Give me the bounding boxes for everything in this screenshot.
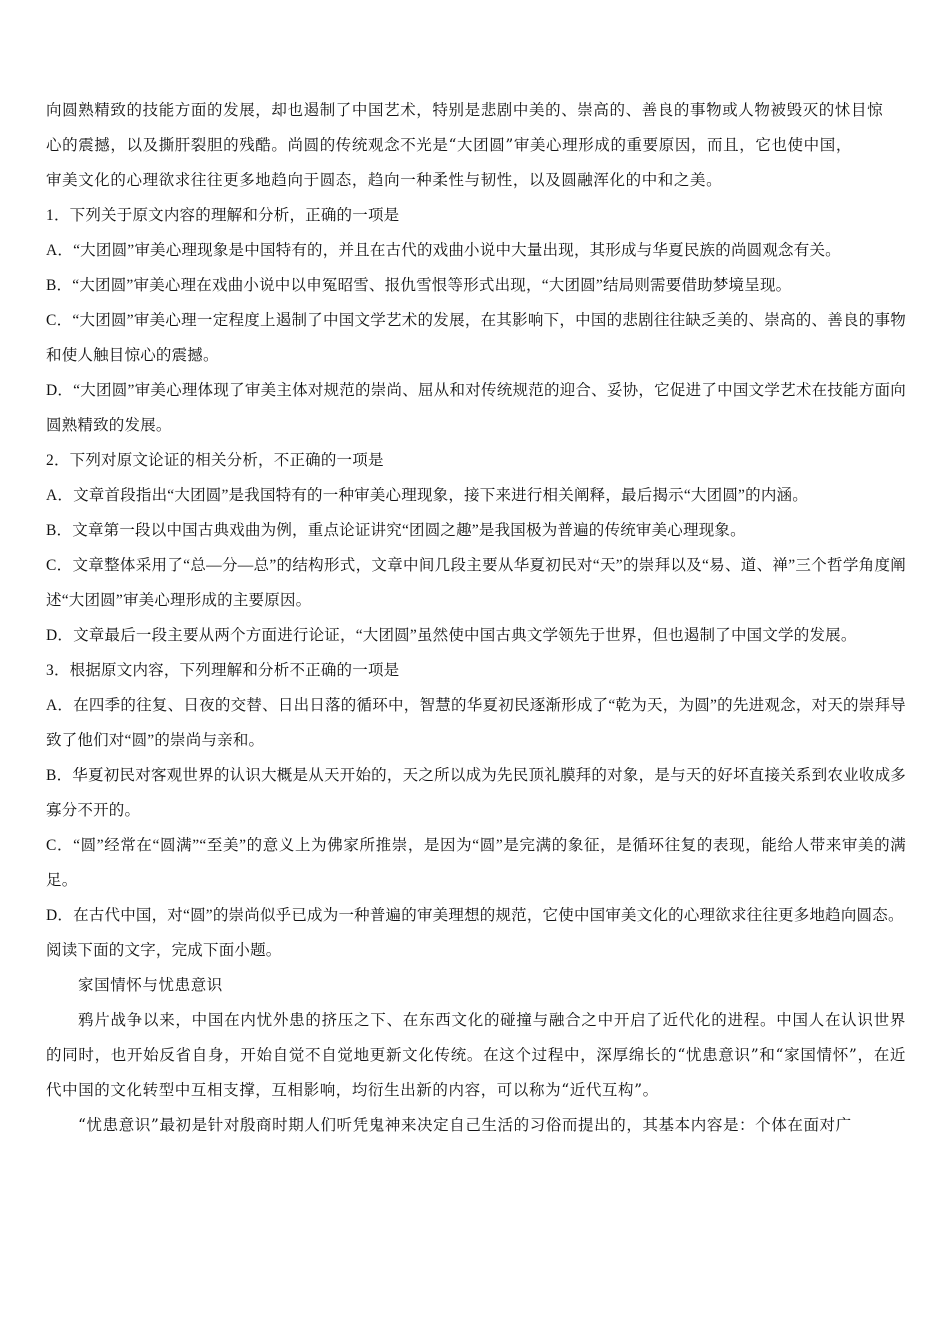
option-d: D．文章最后一段主要从两个方面进行论证，“大团圆”虽然使中国古典文学领先于世界，但也遏制了中国文学的发展。 [46,627,857,644]
option-b: B．华夏初民对客观世界的认识大概是从天开始的，天之所以成为先民顶礼膜拜的对象，是与天的好坏直接关系到农业收成多寡分不开的。 [46,767,906,819]
passage-line: 审美文化的心理欲求往往更多地趋向于圆态，趋向一种柔性与韧性，以及圆融浑化的中和之美。 [46,171,723,189]
article-paragraph: “忧患意识”最初是针对殷商时期人们听凭鬼神来决定自己生活的习俗而提出的，其基本内容是：个体在面对广 [78,1116,852,1134]
option-c: C．文章整体采用了“总—分—总”的结构形式，文章中间几段主要从华夏初民对“天”的崇拜以及“易、道、禅”三个哲学角度阐述“大团圆”审美心理形成的主要原因。 [46,557,906,609]
article [46,968,906,1143]
article-title: 家国情怀与忧患意识 [78,976,223,994]
passage-line: 向圆熟精致的技能方面的发展，却也遏制了中国艺术，特别是悲剧中美的、崇高的、善良的事物或人物被毁灭的怵目惊 [46,101,884,119]
passage-tail [46,93,906,198]
question-1 [46,198,906,443]
article-paragraph: 鸦片战争以来，中国在内忧外患的挤压之下、在东西文化的碰撞与融合之中开启了近代化的进程。中国人在认识世界的同时，也开始反省自身，开始自觉不自觉地更新文化传统。在这个过程中，深厚绵长的“忧患意识”和“家国情怀”，在近代中国的文化转型中互相支撑，互相影响，均衍生出新的内容，可以称为“近代互构”。 [46,1011,906,1099]
option-b: B．“大团圆”审美心理在戏曲小说中以申冤昭雪、报仇雪恨等形式出现，“大团圆”结局则需要借助梦境呈现。 [46,277,792,294]
option-a: A．文章首段指出“大团圆”是我国特有的一种审美心理现象，接下来进行相关阐释，最后揭示“大团圆”的内涵。 [46,487,808,504]
option-c: C．“大团圆”审美心理一定程度上遏制了中国文学艺术的发展，在其影响下，中国的悲剧往往缺乏美的、崇高的、善良的事物和使人触目惊心的震撼。 [46,312,906,364]
option-a: A．“大团圆”审美心理现象是中国特有的，并且在古代的戏曲小说中大量出现，其形成与华夏民族的尚圆观念有关。 [46,242,841,259]
option-a: A．在四季的往复、日夜的交替、日出日落的循环中，智慧的华夏初民逐渐形成了“乾为天，为圆”的先进观念，对天的崇拜导致了他们对“圆”的崇尚与亲和。 [46,697,906,749]
option-d: D．在古代中国，对“圆”的崇尚似乎已成为一种普遍的审美理想的规范，它使中国审美文化的心理欲求往往更多地趋向圆态。 [46,907,904,924]
question-stem: 3．根据原文内容，下列理解和分析不正确的一项是 [46,662,400,679]
option-d: D．“大团圆”审美心理体现了审美主体对规范的崇尚、屈从和对传统规范的迎合、妥协，它促进了中国文学艺术在技能方面向圆熟精致的发展。 [46,382,906,434]
question-2 [46,443,906,653]
question-3 [46,653,906,933]
reading-instruction: 阅读下面的文字，完成下面小题。 [46,942,282,959]
option-b: B．文章第一段以中国古典戏曲为例，重点论证讲究“团圆之趣”是我国极为普遍的传统审美心理现象。 [46,522,746,539]
question-stem: 1．下列关于原文内容的理解和分析，正确的一项是 [46,207,400,224]
passage-line: 心的震撼，以及撕肝裂胆的残酷。尚圆的传统观念不光是“大团圆”审美心理形成的重要原因，而且，它也使中国， [46,136,852,154]
option-c: C．“圆”经常在“圆满”“至美”的意义上为佛家所推崇，是因为“圆”是完满的象征，是循环往复的表现，能给人带来审美的满足。 [46,837,906,889]
question-stem: 2．下列对原文论证的相关分析，不正确的一项是 [46,452,384,469]
